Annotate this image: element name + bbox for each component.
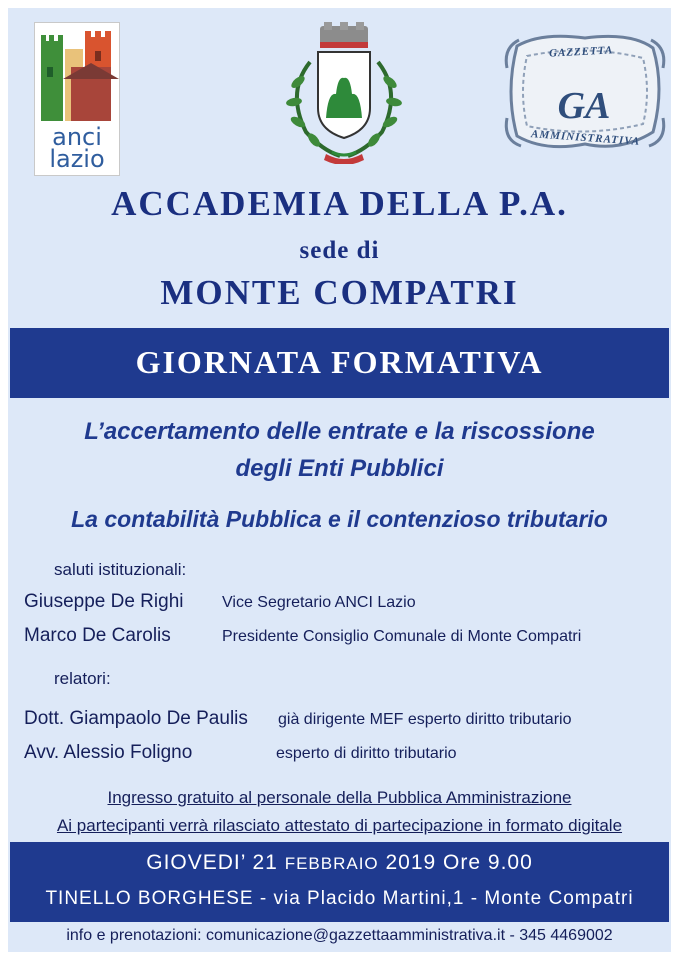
topic-line-3: La contabilità Pubblica e il contenzioso tributario [71,506,608,532]
coat-of-arms-icon [276,22,412,164]
anci-lazio-tower-icon [35,27,119,123]
event-type-title: GIORNATA FORMATIVA [135,344,544,380]
contact-info: info e prenotazioni: comunicazione@gazzettaamministrativa.it - 345 4469002 [66,927,613,944]
event-month: FEBBRAIO [284,854,379,873]
free-entry-note: Ingresso gratuito al personale della Pubblica Amministrazione [107,788,572,807]
gazzetta-logo-bottom: AMMINISTRATIVA [530,128,641,148]
topic-line-1: L’accertamento delle entrate e la riscossione [84,418,595,445]
title-band [10,328,669,398]
gazzetta-logo-top: GAZZETTA [548,44,614,60]
greeting-name-1: Giuseppe De Righi [24,591,184,612]
poster [8,8,671,952]
gazzetta-amministrativa-logo [501,28,669,156]
anci-lazio-logo [34,22,120,176]
greeting-role-1: Vice Segretario ANCI Lazio [222,594,416,611]
town-title: MONTE COMPATRI [160,273,519,312]
seat-label: sede di [299,237,380,264]
greeting-name-2: Marco De Carolis [24,625,171,646]
topic-line-2: degli Enti Pubblici [235,455,444,482]
event-details-band [10,842,669,922]
event-venue: TINELLO BORGHESE - via Placido Martini,1 - Monte Compatri [45,888,634,909]
greetings-label: saluti istituzionali: [54,560,187,579]
event-year-time: 2019 Ore 9.00 [385,851,533,874]
gazzetta-logo-center: GA [557,85,611,127]
certificate-note: Ai partecipanti verrà rilasciato attestato di partecipazione in formato digitale [56,816,623,835]
coat-of-arms [276,22,412,164]
speaker-role-1: già dirigente MEF esperto diritto tributario [278,711,572,728]
anci-logo-line1: anci [52,123,102,151]
event-day: GIOVEDI’ 21 [146,851,278,874]
academy-title: ACCADEMIA DELLA P.A. [111,184,568,223]
speaker-name-1: Dott. Giampaolo De Paulis [24,708,248,729]
speaker-role-2: esperto di diritto tributario [276,745,457,762]
speaker-name-2: Avv. Alessio Foligno [24,742,193,763]
speakers-label: relatori: [54,669,111,688]
greeting-role-2: Presidente Consiglio Comunale di Monte Compatri [222,628,582,645]
anci-logo-line2: lazio [49,145,105,173]
event-date [10,851,669,875]
